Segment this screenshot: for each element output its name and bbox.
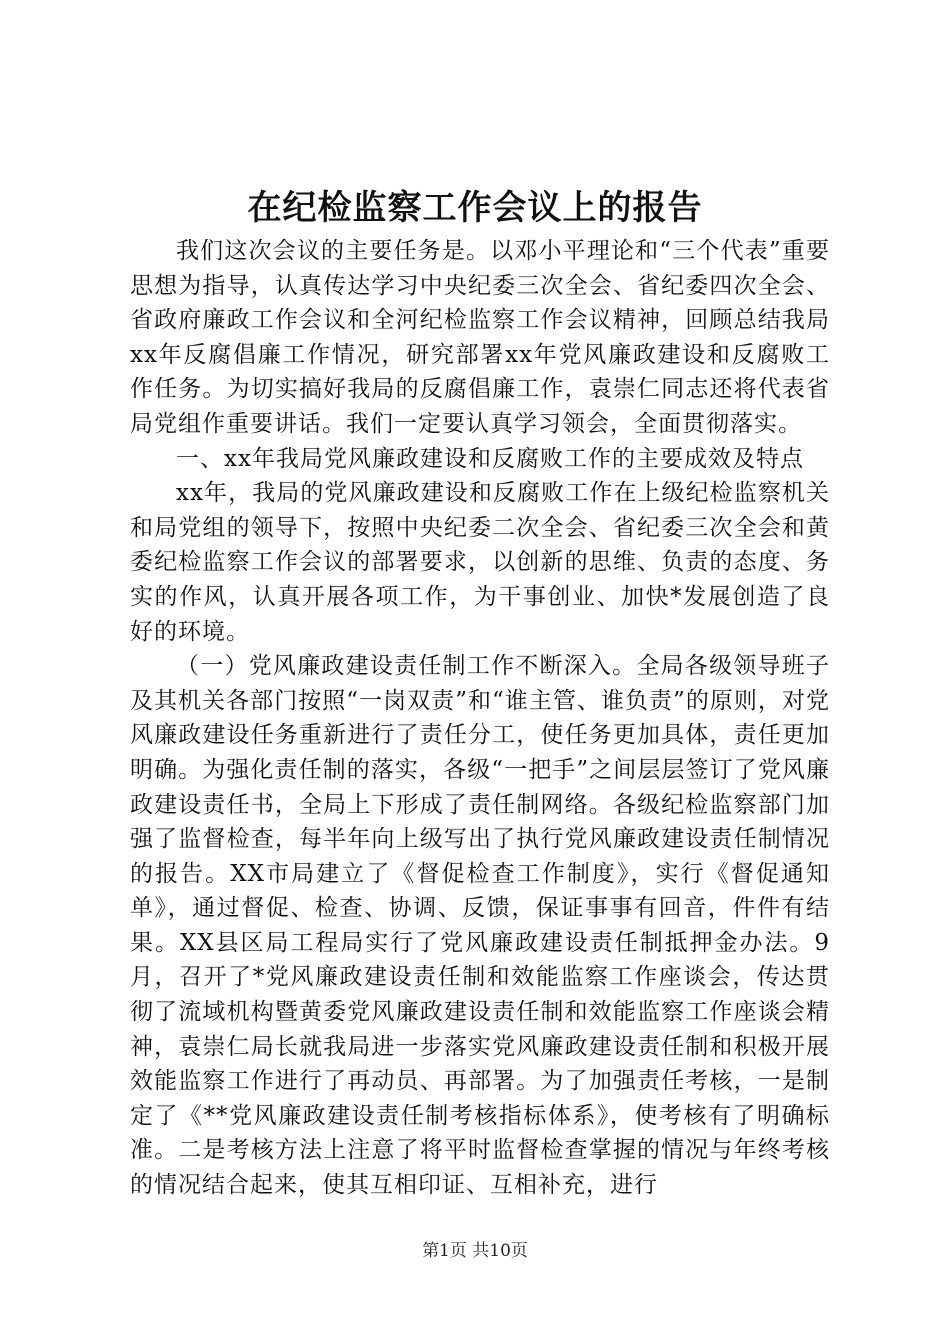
section-heading-1: 一、xx年我局党风廉政建设和反腐败工作的主要成效及特点	[176, 445, 804, 472]
paragraph-summary: xx年，我局的党风廉政建设和反腐败工作在上级纪检监察机关和局党组的领导下，按照中央纪委二次全会、省纪委三次全会和黄委纪检监察工作会议的部署要求，以创新的思维、负责的态度、务实的作风，认真开展各项工作，为干事创业、加快*发展创造了良好的环境。	[130, 480, 830, 645]
page-footer: 第1页 共10页	[422, 1241, 528, 1261]
paragraph-subsection-1: （一）党风廉政建设责任制工作不断深入。全局各级领导班子及其机关各部门按照“一岗双责”和“谁主管、谁负责”的原则，对党风廉政建设任务重新进行了责任分工，使任务更加具体，责任更加明确。为强化责任制的落实，各级“一把手”之间层层签订了党风廉政建设责任书，全局上下形成了责任制网络。各级纪检监察部门加强了监督检查，每半年向上级写出了执行党风廉政建设责任制情况的报告。XX市局建立了《督促检查工作制度》，实行《督促通知单》，通过督促、检查、协调、反馈，保证事事有回音，件件有结果。XX县区局工程局实行了党风廉政建设责任制抵押金办法。9月，召开了*党风廉政建设责任制和效能监察工作座谈会，传达贯彻了流域机构暨黄委党风廉政建设责任制和效能监察工作座谈会精神，袁崇仁局长就我局进一步落实党风廉政建设责任制和积极开展效能监察工作进行了再动员、再部署。为了加强责任考核，一是制定了《**党风廉政建设责任制考核指标体系》，使考核有了明确标准。二是考核方法上注意了将平时监督检查掌握的情况与年终考核的情况结合起来，使其互相印证、互相补充，进行	[130, 653, 830, 1199]
document-title: 在纪检监察工作会议上的报告	[247, 188, 703, 228]
document-body	[130, 234, 830, 1203]
paragraph-intro: 我们这次会议的主要任务是。以邓小平理论和“三个代表”重要思想为指导，认真传达学习中央纪委三次全会、省纪委四次全会、省政府廉政工作会议和全河纪检监察工作会议精神，回顾总结我局xx年反腐倡廉工作情况，研究部署xx年党风廉政建设和反腐败工作任务。为切实搞好我局的反腐倡廉工作，袁崇仁同志还将代表省局党组作重要讲话。我们一定要认真学习领会，全面贯彻落实。	[130, 238, 830, 437]
